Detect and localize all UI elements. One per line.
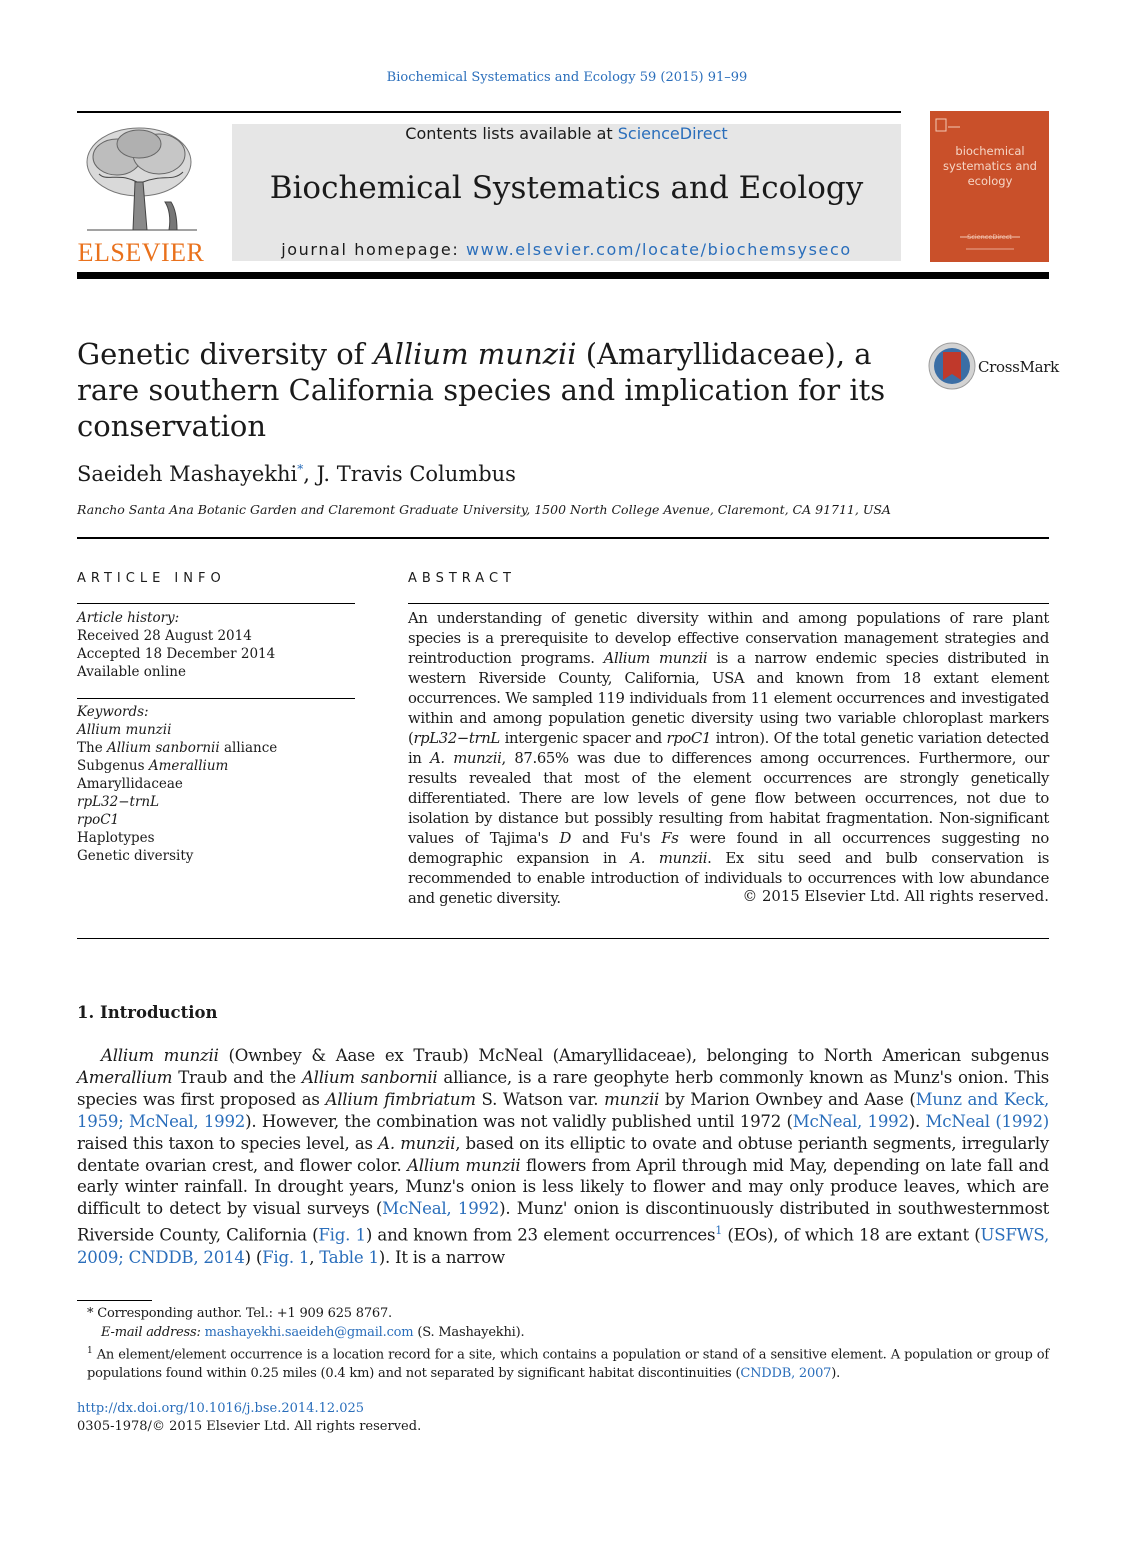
citation-link[interactable]: USFWS, 2009; CNDDB, 2014 — [77, 1225, 1049, 1267]
title-species: Allium munzii — [373, 337, 577, 371]
divider — [77, 938, 1049, 939]
keyword-item: rpoC1 — [77, 812, 120, 828]
homepage-prefix: journal homepage: — [281, 240, 466, 259]
email-label: E-mail address: — [101, 1324, 205, 1340]
homepage-link[interactable]: www.elsevier.com/locate/biochemsyseco — [466, 240, 852, 259]
citation-link[interactable]: McNeal (1992) — [925, 1111, 1050, 1131]
abstract-text-segment: is a narrow endemic species distributed in western Riverside County, California, USA and known from 18 extant element occurrences. We sampled 119 individuals from 11 element occurrences and investigated within and among population genetic diversity using two variable chloroplast markers ( — [408, 650, 1050, 747]
keywords-label: Keywords: — [77, 704, 149, 720]
abstract-text-segment: , 87.65% was due to differences among occurrences. Furthermore, our results revealed that most of the element occurrences are strongly genetically differentiated. There are low levels of gene flow between occurrences, not due to isolation by distance but possibly resulting from habitat fragmentation. Non-significant values of Tajima's — [408, 750, 1050, 847]
keyword-item: Genetic diversity — [77, 848, 194, 864]
affiliation: Rancho Santa Ana Botanic Garden and Claremont Graduate University, 1500 North College Avenue, Claremont, CA 91711, USA — [77, 502, 891, 517]
sciencedirect-link[interactable]: ScienceDirect — [617, 124, 728, 143]
keyword-item: Subgenus Amerallium — [77, 758, 229, 774]
footnote-number: 1 — [87, 1346, 93, 1356]
intro-text-segment: ). Munz' onion is discontinuously distributed in southwesternmost Riverside County, California ( — [77, 1199, 1050, 1245]
intro-text-segment: ) and known from 23 element occurrences — [365, 1225, 716, 1245]
footnote-text: An element/element occurrence is a location record for a site, which contains a population or stand of a sensitive element. A population or group of populations found within 0.25 miles (0.4 km) and not separated by significant habitat discontinuities ( — [87, 1347, 1049, 1381]
intro-text-segment: raised this taxon to species level, as — [77, 1133, 379, 1153]
journal-citation[interactable]: Biochemical Systematics and Ecology 59 (2015) 91–99 — [386, 70, 748, 85]
corresponding-author-note: * Corresponding author. Tel.: +1 909 625 8767. — [87, 1306, 392, 1321]
abstract-statistic: D — [559, 830, 571, 847]
intro-text-segment: Traub and the — [172, 1067, 302, 1087]
intro-text-segment: (EOs), of which 18 are extant ( — [721, 1225, 981, 1245]
footnote-marker[interactable]: 1 — [715, 1224, 722, 1238]
abstract-text-segment: intergenic spacer and — [499, 730, 667, 747]
footnote-divider — [77, 1300, 152, 1301]
contents-prefix: Contents lists available at — [405, 124, 618, 143]
paper-title — [77, 336, 897, 444]
divider — [77, 111, 901, 113]
intro-paragraph — [77, 1045, 1049, 1269]
section-heading: 1. Introduction — [77, 1003, 218, 1022]
abstract-text-segment: An understanding of genetic diversity within and among populations of rare plant species is a prerequisite to develop effective conservation management strategies and reintroduction programs. — [408, 610, 1049, 667]
abstract-text-segment: intron). Of the total genetic variation detected in — [408, 730, 1049, 767]
author-separator: , — [303, 462, 317, 486]
abstract-species: A. munzii — [430, 750, 502, 767]
author-name: J. Travis Columbus — [316, 462, 516, 486]
citation-link[interactable]: McNeal, 1992 — [382, 1199, 500, 1219]
abstract-text-segment: . Ex situ seed and bulb conservation is recommended to enable introduction of individuals to occurrences with low abundance and genetic diversity. — [408, 850, 1049, 907]
article-info-heading: ARTICLE INFO — [77, 571, 226, 586]
keyword-item: The Allium sanbornii alliance — [77, 740, 278, 756]
email-note — [77, 1324, 1049, 1343]
divider — [77, 537, 1049, 539]
divider — [77, 698, 355, 699]
title-part2: (Amaryllidaceae), a rare southern California species and implication for its conservation — [77, 337, 886, 443]
abstract-text — [408, 609, 1049, 909]
figure-link[interactable]: Fig. 1 — [318, 1225, 366, 1245]
intro-text-segment: by Marion Ownbey and Aase ( — [659, 1089, 916, 1109]
intro-text-segment: ) ( — [244, 1247, 263, 1267]
table-link[interactable]: Table 1 — [319, 1247, 379, 1267]
author-name: Saeideh Mashayekhi — [77, 462, 298, 486]
contents-line — [232, 124, 901, 143]
abstract-species: Allium munzii — [603, 650, 708, 667]
history-item: Available online — [77, 664, 186, 680]
crossmark-label[interactable]: CrossMark — [978, 358, 1059, 376]
intro-text-segment: , — [309, 1247, 320, 1267]
author-list — [77, 462, 516, 486]
abstract-statistic: Fs — [661, 830, 679, 847]
article-history — [77, 609, 355, 681]
cover-title: biochemical systematics and ecology — [943, 144, 1037, 188]
corresponding-mark[interactable]: * — [297, 462, 304, 476]
intro-text-segment: (Ownbey & Aase ex Traub) McNeal (Amaryllidaceae), belonging to North American subgenus — [218, 1046, 1049, 1065]
intro-text-segment: flowers from April through mid May, depending on late fall and early winter rainfall. In drought years, Munz's onion is less likely to flower and may only produce leaves, which are difficult to detect by visual surveys ( — [77, 1155, 1049, 1219]
citation-link[interactable]: McNeal, 1992 — [792, 1111, 909, 1131]
intro-taxon: munzii — [604, 1089, 660, 1109]
intro-text-segment: ). — [908, 1111, 926, 1131]
doi-block — [77, 1400, 421, 1436]
cover-sciencedirect: ScienceDirect — [967, 233, 1012, 241]
divider — [408, 603, 1049, 604]
email-link[interactable]: mashayekhi.saeideh@gmail.com — [204, 1324, 414, 1340]
homepage-line — [232, 240, 901, 259]
issn-line: 0305-1978/© 2015 Elsevier Ltd. All rights reserved. — [77, 1419, 422, 1434]
citation-link[interactable]: Munz and Keck, 1959; McNeal, 1992 — [77, 1089, 1049, 1131]
abstract-text-segment: were found in all occurrences suggesting no demographic expansion in — [408, 830, 1049, 867]
intro-species: Allium munzii — [407, 1155, 521, 1175]
keyword-item: Allium munzii — [77, 722, 172, 738]
keyword-item: Haplotypes — [77, 830, 155, 846]
abstract-heading: ABSTRACT — [408, 571, 516, 586]
doi-link[interactable]: http://dx.doi.org/10.1016/j.bse.2014.12.025 — [77, 1401, 365, 1416]
footnotes — [77, 1305, 1049, 1383]
intro-text-segment: ). It is a narrow — [378, 1247, 505, 1267]
abstract-text-segment: and Fu's — [570, 830, 662, 847]
citation-link[interactable]: CNDDB, 2007 — [740, 1365, 832, 1381]
header-divider — [77, 272, 1049, 279]
footnote-end: ). — [831, 1365, 841, 1381]
journal-name: Biochemical Systematics and Ecology — [269, 170, 864, 206]
intro-species: A. munzii — [378, 1133, 456, 1153]
history-item: Received 28 August 2014 — [77, 628, 252, 644]
footnote-1 — [77, 1342, 1049, 1383]
intro-taxon: Amerallium — [77, 1067, 173, 1087]
intro-species: Allium fimbriatum — [325, 1089, 476, 1109]
elsevier-wordmark: ELSEVIER — [77, 238, 205, 267]
history-label: Article history: — [77, 610, 180, 626]
intro-text-segment: ). However, the combination was not validly published until 1972 ( — [245, 1111, 793, 1131]
intro-text-segment: S. Watson var. — [475, 1089, 605, 1109]
keyword-item: rpL32−trnL — [77, 794, 160, 810]
divider — [77, 603, 355, 604]
history-item: Accepted 18 December 2014 — [77, 646, 276, 662]
intro-text-segment: alliance, is a rare geophyte herb commonly known as Munz's onion. This species was first proposed as — [77, 1067, 1049, 1109]
intro-text-segment: , based on its elliptic to ovate and obtuse perianth segments, irregularly dentate ovarian crest, and flower color. — [77, 1133, 1050, 1175]
abstract-marker: rpL32−trnL — [413, 730, 500, 747]
email-suffix: (S. Mashayekhi). — [413, 1324, 525, 1340]
figure-link[interactable]: Fig. 1 — [262, 1247, 310, 1267]
intro-species: Allium munzii — [101, 1046, 219, 1065]
abstract-species: A. munzii — [630, 850, 708, 867]
keywords — [77, 703, 355, 865]
abstract-copyright: © 2015 Elsevier Ltd. All rights reserved. — [742, 888, 1049, 905]
title-part1: Genetic diversity of — [77, 337, 374, 371]
keyword-item: Amaryllidaceae — [77, 776, 183, 792]
keyword-list — [77, 721, 355, 865]
abstract-marker: rpoC1 — [666, 730, 711, 747]
intro-species: Allium sanbornii — [301, 1067, 438, 1087]
